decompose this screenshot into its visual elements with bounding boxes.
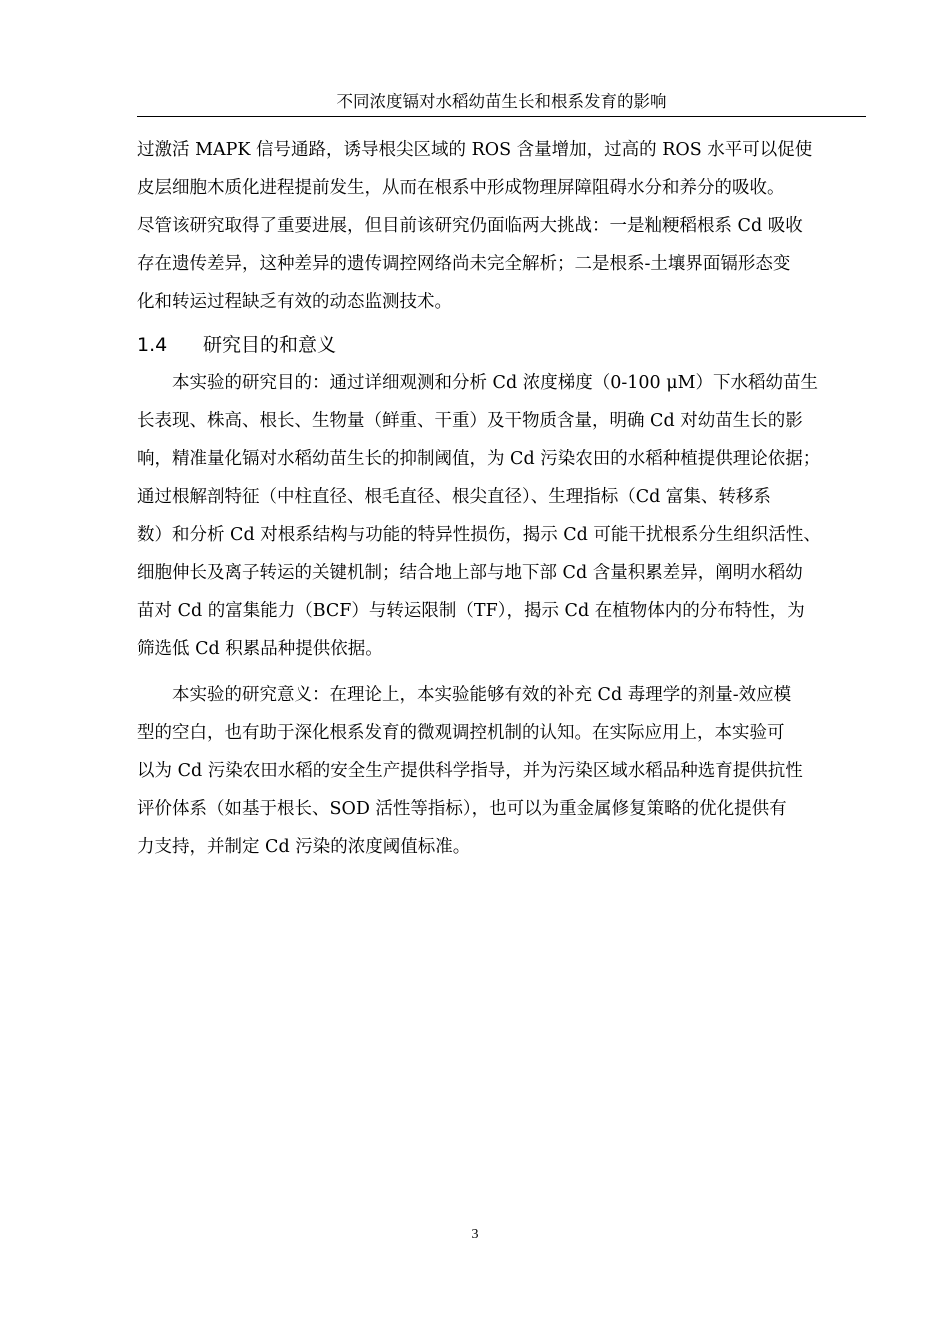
text-line: 通过根解剖特征（中柱直径、根毛直径、根尖直径）、生理指标（Cd 富集、转移系 [137,487,771,507]
text-line: 尽管该研究取得了重要进展，但目前该研究仍面临两大挑战：一是籼粳稻根系 Cd 吸收 [137,216,803,236]
text-line: 响，精准量化镉对水稻幼苗生长的抑制阈值，为 Cd 污染农田的水稻种植提供理论依据； [137,449,821,469]
page-number: 3 [471,1227,479,1242]
text-line: 长表现、株高、根长、生物量（鲜重、干重）及干物质含量，明确 Cd 对幼苗生长的影 [137,411,803,431]
running-header: 不同浓度镉对水稻幼苗生长和根系发育的影响 [137,90,866,117]
text-line: 评价体系（如基于根长、SOD 活性等指标），也可以为重金属修复策略的优化提供有 [137,799,787,819]
text-line: 本实验的研究意义：在理论上，本实验能够有效的补充 Cd 毒理学的剂量-效应模 [172,685,792,705]
text-line: 皮层细胞木质化进程提前发生，从而在根系中形成物理屏障阻碍水分和养分的吸收。 [137,178,785,198]
text-line: 数）和分析 Cd 对根系结构与功能的特异性损伤，揭示 Cd 可能干扰根系分生组织活性、 [137,525,821,545]
text-line: 存在遗传差异，这种差异的遗传调控网络尚未完全解析；二是根系-土壤界面镉形态变 [137,254,791,274]
text-line: 过激活 MAPK 信号通路，诱导根尖区域的 ROS 含量增加，过高的 ROS 水平可以促使 [137,140,813,160]
text-line: 本实验的研究目的：通过详细观测和分析 Cd 浓度梯度（0-100 μM）下水稻幼苗生 [172,373,819,393]
section-number: 1.4 [137,334,168,356]
text-line: 筛选低 Cd 积累品种提供依据。 [137,639,383,659]
text-line: 以为 Cd 污染农田水稻的安全生产提供科学指导，并为污染区域水稻品种选育提供抗性 [137,761,803,781]
text-line: 细胞伸长及离子转运的关键机制；结合地上部与地下部 Cd 含量积累差异，阐明水稻幼 [137,563,803,583]
section-heading [137,333,336,357]
text-line: 化和转运过程缺乏有效的动态监测技术。 [137,292,452,312]
text-line: 苗对 Cd 的富集能力（BCF）与转运限制（TF），揭示 Cd 在植物体内的分布特性，为 [137,601,805,621]
text-line: 力支持，并制定 Cd 污染的浓度阈值标准。 [137,837,471,857]
section-title: 研究目的和意义 [203,334,337,356]
text-line: 型的空白，也有助于深化根系发育的微观调控机制的认知。在实际应用上，本实验可 [137,723,785,743]
